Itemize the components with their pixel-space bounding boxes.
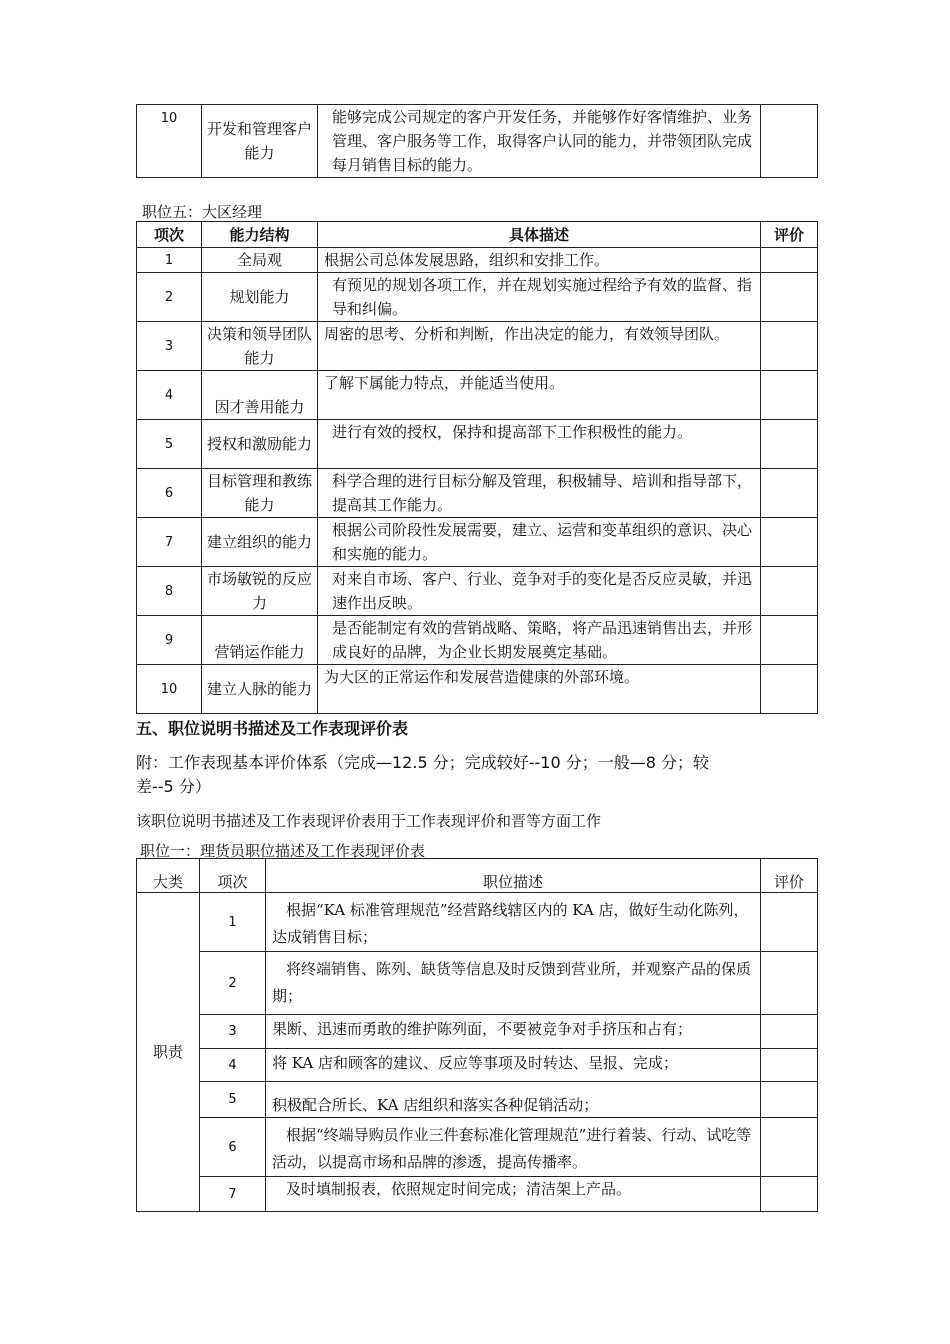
ability-description: 科学合理的进行目标分解及管理，积极辅导、培训和指导部下，提高其工作能力。 (318, 469, 761, 518)
duty-description: 将 KA 店和顾客的建议、反应等事项及时转达、呈报、完成； (266, 1049, 761, 1082)
duty-description: 根据“KA 标准管理规范”经营路线辖区内的 KA 店，做好生动化陈列，达成销售目标； (266, 893, 761, 952)
header-category: 大类 (137, 859, 200, 893)
duty-description: 积极配合所长、KA 店组织和落实各种促销活动； (266, 1082, 761, 1118)
item-number: 7 (137, 518, 202, 567)
evaluation-cell (761, 105, 818, 178)
item-number: 3 (200, 1015, 266, 1049)
ability-name: 目标管理和教练能力 (202, 469, 318, 518)
duty-description: 及时填制报表，依照规定时间完成；清洁架上产品。 (266, 1177, 761, 1212)
evaluation-cell (761, 893, 818, 952)
evaluation-cell (761, 1049, 818, 1082)
table-row (137, 248, 818, 273)
table-header-row (137, 859, 818, 893)
table-row (137, 616, 818, 665)
ability-description: 了解下属能力特点，并能适当使用。 (318, 371, 761, 420)
ability-description: 周密的思考、分析和判断，作出决定的能力，有效领导团队。 (318, 322, 761, 371)
item-number: 4 (137, 371, 202, 420)
ability-name: 全局观 (202, 248, 318, 273)
caption-position-5: 职位五：大区经理 (142, 203, 263, 221)
item-number: 5 (137, 420, 202, 469)
table-row (137, 1015, 818, 1049)
item-number: 6 (137, 469, 202, 518)
duty-description: 将终端销售、陈列、缺货等信息及时反馈到营业所，并观察产品的保质期； (266, 952, 761, 1015)
table-row (137, 1177, 818, 1212)
table-row (137, 665, 818, 714)
duty-description: 果断、迅速而勇敢的维护陈列面，不要被竞争对手挤压和占有； (266, 1015, 761, 1049)
item-number: 5 (200, 1082, 266, 1118)
table-row (137, 420, 818, 469)
ability-description: 进行有效的授权，保持和提高部下工作积极性的能力。 (318, 420, 761, 469)
evaluation-cell (761, 1082, 818, 1118)
evaluation-cell (761, 952, 818, 1015)
table-row (137, 1082, 818, 1118)
ability-name: 市场敏锐的反应力 (202, 567, 318, 616)
ability-description: 有预见的规划各项工作，并在规划实施过程给予有效的监督、指导和纠偏。 (318, 273, 761, 322)
evaluation-cell (761, 420, 818, 469)
ability-description: 根据公司阶段性发展需要，建立、运营和变革组织的意识、决心和实施的能力。 (318, 518, 761, 567)
evaluation-cell (761, 1015, 818, 1049)
evaluation-cell (761, 371, 818, 420)
header-evaluation: 评价 (761, 222, 818, 248)
header-item-no: 项次 (200, 859, 266, 893)
ability-name: 营销运作能力 (202, 616, 318, 665)
ability-description: 为大区的正常运作和发展营造健康的外部环境。 (318, 665, 761, 714)
item-number: 2 (137, 273, 202, 322)
section-heading: 五、职位说明书描述及工作表现评价表 (136, 719, 409, 738)
item-number: 2 (200, 952, 266, 1015)
table-merchandiser (136, 858, 818, 1212)
evaluation-cell (761, 322, 818, 371)
category-cell: 职责 (137, 893, 200, 1212)
table-row (137, 1118, 818, 1177)
evaluation-cell (761, 518, 818, 567)
item-number: 7 (200, 1177, 266, 1212)
header-description: 具体描述 (318, 222, 761, 248)
evaluation-cell (761, 567, 818, 616)
ability-name: 因才善用能力 (202, 371, 318, 420)
item-number: 1 (200, 893, 266, 952)
evaluation-cell (761, 616, 818, 665)
table-header-row (137, 222, 818, 248)
evaluation-cell (761, 1118, 818, 1177)
item-number: 9 (137, 616, 202, 665)
item-number: 6 (200, 1118, 266, 1177)
item-number: 10 (137, 665, 202, 714)
header-ability: 能力结构 (202, 222, 318, 248)
ability-name: 建立人脉的能力 (202, 665, 318, 714)
evaluation-system-line-1: 附：工作表现基本评价体系（完成—12.5 分；完成较好--10 分；一般—8 分；较 (136, 753, 709, 772)
table-top-continuation (136, 104, 818, 178)
ability-description: 是否能制定有效的营销战略、策略，将产品迅速销售出去，并形成良好的品牌，为企业长期发展奠定基础。 (318, 616, 761, 665)
evaluation-system-line-2: 差--5 分） (136, 777, 211, 796)
ability-name: 建立组织的能力 (202, 518, 318, 567)
ability-description: 根据公司总体发展思路，组织和安排工作。 (318, 248, 761, 273)
evaluation-cell (761, 1177, 818, 1212)
duty-description: 根据“终端导购员作业三件套标准化管理规范”进行着装、行动、试吃等活动，以提高市场和品牌的渗透，提高传播率。 (266, 1118, 761, 1177)
table-row (137, 469, 818, 518)
intro-paragraph: 该职位说明书描述及工作表现评价表用于工作表现评价和晋等方面工作 (136, 812, 602, 830)
ability-name: 规划能力 (202, 273, 318, 322)
ability-name: 决策和领导团队能力 (202, 322, 318, 371)
evaluation-cell (761, 248, 818, 273)
caption-position-1: 职位一：理货员职位描述及工作表现评价表 (140, 842, 426, 860)
header-evaluation: 评价 (761, 859, 818, 893)
evaluation-cell (761, 273, 818, 322)
header-description: 职位描述 (266, 859, 761, 893)
table-row (137, 567, 818, 616)
ability-description: 对来自市场、客户、行业、竞争对手的变化是否反应灵敏，并迅速作出反映。 (318, 567, 761, 616)
table-row (137, 952, 818, 1015)
item-number: 1 (137, 248, 202, 273)
item-number: 8 (137, 567, 202, 616)
ability-description: 能够完成公司规定的客户开发任务，并能够作好客情维护、业务管理、客户服务等工作，取得客户认同的能力，并带领团队完成每月销售目标的能力。 (318, 105, 761, 178)
table-row (137, 322, 818, 371)
ability-name: 开发和管理客户能力 (202, 105, 318, 178)
item-number: 10 (137, 105, 202, 178)
table-row (137, 273, 818, 322)
header-item-no: 项次 (137, 222, 202, 248)
table-row (137, 1049, 818, 1082)
table-row (137, 893, 818, 952)
item-number: 4 (200, 1049, 266, 1082)
item-number: 3 (137, 322, 202, 371)
table-row (137, 518, 818, 567)
table-row (137, 371, 818, 420)
evaluation-cell (761, 469, 818, 518)
table-regional-manager (136, 221, 818, 714)
evaluation-cell (761, 665, 818, 714)
ability-name: 授权和激励能力 (202, 420, 318, 469)
table-row (137, 105, 818, 178)
